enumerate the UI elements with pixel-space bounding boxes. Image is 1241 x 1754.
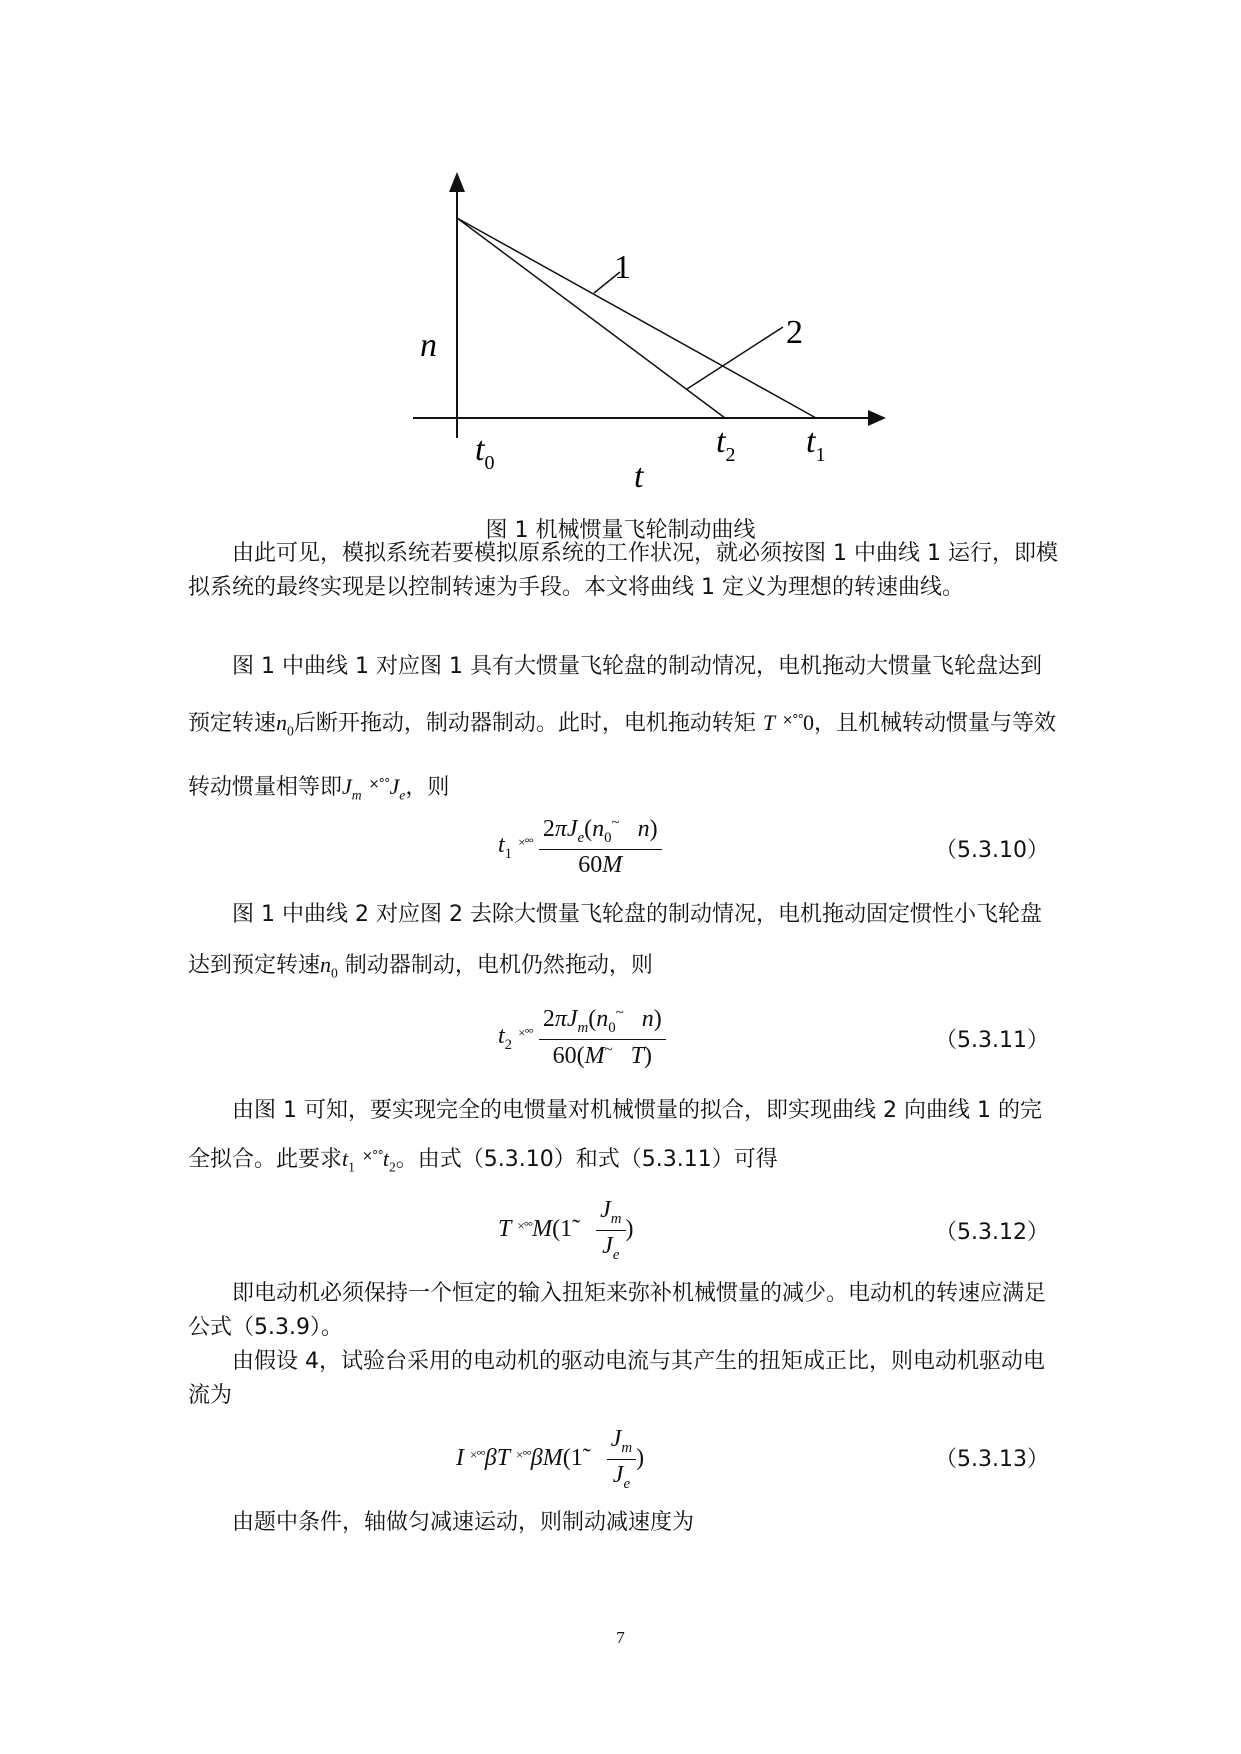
paragraph-6: 由假设 4，试验台采用的电动机的驱动电流与其产生的扭矩成正比，则电动机驱动电流为 [188,1349,1045,1408]
equation-5-3-12: T ×°°M(1̃ $\frac{J_m}{J_e}$ ) [498,1197,634,1263]
braking-curve-figure [0,0,1241,520]
y-axis-arrow-icon [449,172,465,192]
equation-5-3-11: $t_2$ ×°° $\frac{2\pi J_m(n_0^\sim n)}{60(M^\sim T)}$ [498,1005,666,1070]
equation-5-3-10: $t_1$ ×°° $\frac{2\pi J_e(n_0^\sim n)}{60M}$ [498,815,662,879]
paragraph-1: 由此可见，模拟系统若要模拟原系统的工作状况，就必须按图 1 中曲线 1 运行，即模拟系统的最终实现是以控制转速为手段。本文将曲线 1 定义为理想的转速曲线。 [188,541,1058,600]
page-number: 7 [616,1628,625,1647]
curve-1-label: 1 [614,249,631,286]
equation-number-5-3-11: （5.3.11） [935,1028,1049,1053]
tick-t2-label: $t_2$ [716,423,736,466]
x-axis-label: t [634,458,644,495]
paragraph-3: 图 1 中曲线 2 对应图 2 去除大惯量飞轮盘的制动情况，电机拖动固定惯性小飞轮盘达到预定转速$n_0$ 制动器制动，电机仍然拖动，则 [188,902,1042,981]
y-axis-label: n [420,327,437,364]
curve-2-leader [687,327,783,389]
paragraph-5: 即电动机必须保持一个恒定的输入扭矩来弥补机械惯量的减少。电动机的转速应满足公式（5.3.9）。 [188,1281,1047,1340]
figure-caption: 图 1 机械惯量飞轮制动曲线 [485,518,756,543]
equation-number-5-3-10: （5.3.10） [935,838,1049,863]
equation-number-5-3-13: （5.3.13） [935,1447,1049,1472]
curve-1-line [457,218,816,418]
x-axis-arrow-icon [868,410,886,426]
paragraph-4: 由图 1 可知，要实现完全的电惯量对机械惯量的拟合，即实现曲线 2 向曲线 1 的完全拟合。此要求$t_1$ $^{\times^\circ^\circ}t_2$。由式（5.3.10）和式（5.3.11）可得 [188,1098,1042,1175]
paragraph-2: 图 1 中曲线 1 对应图 1 具有大惯量飞轮盘的制动情况，电机拖动大惯量飞轮盘达到预定转速$n_0$后断开拖动，制动器制动。此时，电机拖动转矩 T ×°°0，且机械转动惯量与等效转动惯量相等即$J_m$ $^{\times^\circ^\circ}J_e$，则 [188,654,1057,803]
curve-2-line [457,218,725,418]
tick-t1-label: $t_1$ [806,423,826,466]
paragraph-7: 由题中条件，轴做匀减速运动，则制动减速度为 [232,1510,695,1535]
equation-5-3-13: I ×°°βT ×°°βM(1̃ $\frac{J_m}{J_e}$ ) [456,1426,645,1492]
curve-2-label: 2 [786,314,803,351]
equation-number-5-3-12: （5.3.12） [935,1220,1049,1245]
tick-t0-label: $t_0$ [475,431,495,474]
